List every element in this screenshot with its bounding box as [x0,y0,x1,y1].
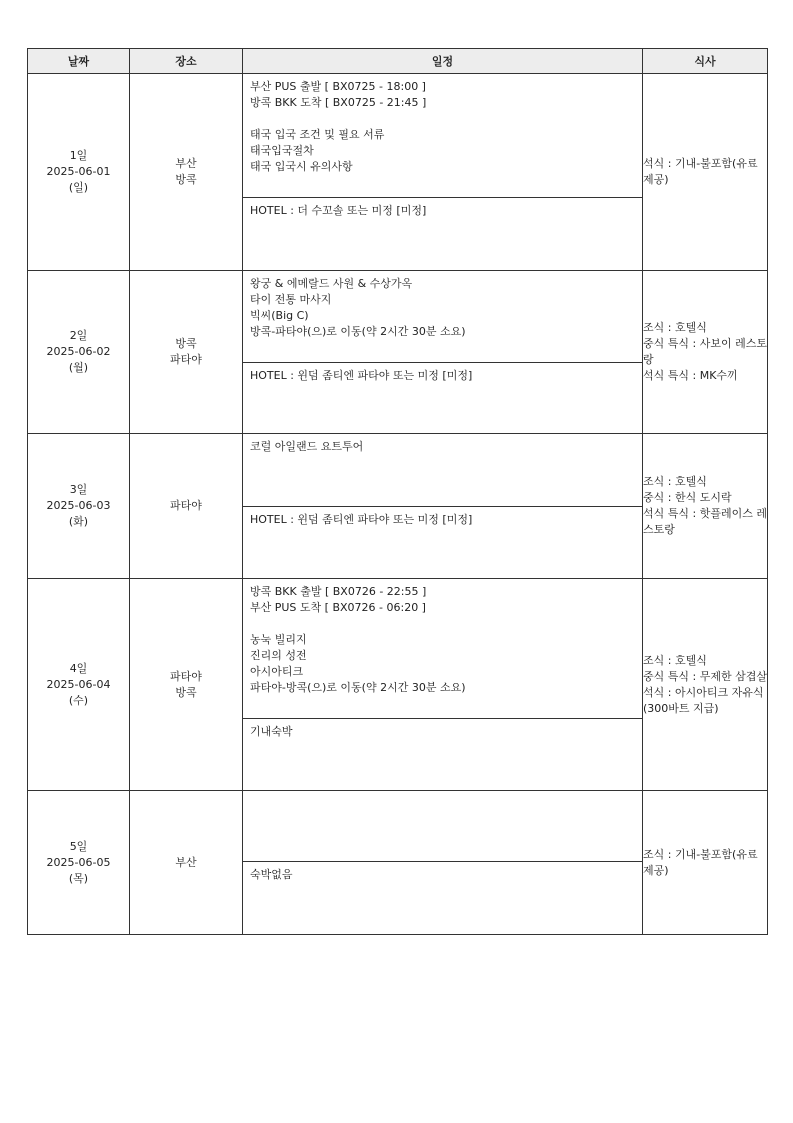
place-name: 파타야 [170,353,202,366]
meal-cell [643,579,768,791]
weekday-label: (일) [68,181,89,194]
schedule-cell [243,791,643,935]
hotel-info [243,718,642,790]
schedule-line: 방콕 BKK 도착 [ BX0725 - 21:45 ] [250,96,427,109]
spacer [250,616,635,632]
place-name: 방콕 [175,173,197,186]
meal-cell [643,74,768,271]
date-cell [28,74,130,271]
date-cell [28,434,130,579]
date-cell [28,791,130,935]
day-label: 3일 [69,483,88,496]
schedule-wrap [243,791,642,934]
schedule-line: 파타야-방콕(으)로 이동(약 2시간 30분 소요) [250,681,466,694]
schedule-line: 타이 전통 마사지 [250,293,332,306]
meal-line: 중식 : 한식 도시락 [643,491,732,504]
schedule-line: 아시아티크 [250,665,304,678]
schedule-line: 왕궁 & 에메랄드 사원 & 수상가옥 [250,277,413,290]
schedule-line: 진리의 성전 [250,649,307,662]
weekday-label: (월) [68,361,89,374]
day-label: 1일 [69,149,88,162]
schedule-activities [243,271,642,362]
date-value: 2025-06-05 [46,855,111,869]
meal-cell [643,271,768,434]
place-name: 부산 [175,855,197,869]
place-cell [130,579,243,791]
schedule-line: 농눅 빌리지 [250,633,307,646]
hotel-info [243,197,642,270]
schedule-activities [243,791,642,861]
hotel-info [243,861,642,934]
meal-line: 조식 : 호텔식 [643,475,707,488]
table-row [28,434,768,579]
meal-line: 중식 특식 : 사보이 레스토랑 [643,337,767,366]
meal-line: 중식 특식 : 무제한 삼겹살 [643,669,767,683]
place-cell [130,271,243,434]
meal-line: 석식 특식 : MK수끼 [643,369,738,382]
date-cell [28,271,130,434]
weekday-label: (수) [68,693,89,707]
table-row [28,271,768,434]
itinerary-table [27,48,768,935]
schedule-line: 코럴 아일랜드 요트투어 [250,440,364,453]
place-cell [130,791,243,935]
date-value: 2025-06-03 [46,499,111,512]
place-cell [130,74,243,271]
spacer [250,111,635,127]
place-name: 파타야 [170,669,202,683]
schedule-wrap [243,74,642,270]
schedule-line: 부산 PUS 도착 [ BX0726 - 06:20 ] [250,601,426,614]
header-date: 날짜 [28,49,130,74]
place-name: 파타야 [170,499,202,512]
day-label: 5일 [69,839,88,853]
meal-cell [643,791,768,935]
table-row [28,579,768,791]
schedule-cell [243,271,643,434]
date-value: 2025-06-01 [46,165,111,178]
place-name: 방콕 [175,337,197,350]
place-name: 방콕 [175,685,197,699]
schedule-line: 빅씨(Big C) [250,309,309,322]
place-cell [130,434,243,579]
date-value: 2025-06-04 [46,677,111,691]
hotel-text: HOTEL : 더 수꼬솔 또는 미정 [미정] [250,204,427,217]
day-label: 2일 [69,329,88,342]
table-row [28,791,768,935]
table-row [28,74,768,271]
date-value: 2025-06-02 [46,345,111,358]
place-name: 부산 [175,157,197,170]
meal-line: 석식 : 기내-불포함(유료제공) [643,157,758,186]
hotel-text: 기내숙박 [250,725,293,738]
schedule-line: 방콕-파타야(으)로 이동(약 2시간 30분 소요) [250,325,466,338]
schedule-line: 태국 입국시 유의사항 [250,160,353,173]
schedule-line: 태국 입국 조건 및 필요 서류 [250,128,385,141]
schedule-activities [243,579,642,718]
weekday-label: (목) [68,871,89,885]
schedule-wrap [243,434,642,578]
schedule-cell [243,74,643,271]
schedule-cell [243,579,643,791]
hotel-text: HOTEL : 윈덤 좀티엔 파타야 또는 미정 [미정] [250,513,473,526]
meal-line: 석식 특식 : 핫플레이스 레스토랑 [643,507,767,536]
schedule-line: 방콕 BKK 출발 [ BX0726 - 22:55 ] [250,585,427,598]
schedule-activities [243,74,642,197]
header-schedule: 일정 [243,49,643,74]
schedule-line: 태국입국절차 [250,144,314,157]
header-meal: 식사 [643,49,768,74]
meal-cell [643,434,768,579]
hotel-info [243,506,642,578]
date-cell [28,579,130,791]
header-place: 장소 [130,49,243,74]
hotel-text: HOTEL : 윈덤 좀티엔 파타야 또는 미정 [미정] [250,369,473,382]
schedule-line: 부산 PUS 출발 [ BX0725 - 18:00 ] [250,80,426,93]
hotel-text: 숙박없음 [250,868,293,881]
hotel-info [243,362,642,433]
meal-line: 석식 : 아시아티크 자유식(300바트 지급) [643,685,764,715]
weekday-label: (화) [68,515,89,528]
day-label: 4일 [69,661,88,675]
schedule-activities [243,434,642,506]
meal-line: 조식 : 기내-불포함(유료제공) [643,847,758,877]
schedule-wrap [243,271,642,433]
meal-line: 조식 : 호텔식 [643,321,707,334]
header-row [28,49,768,74]
schedule-wrap [243,579,642,790]
meal-line: 조식 : 호텔식 [643,653,707,667]
schedule-cell [243,434,643,579]
